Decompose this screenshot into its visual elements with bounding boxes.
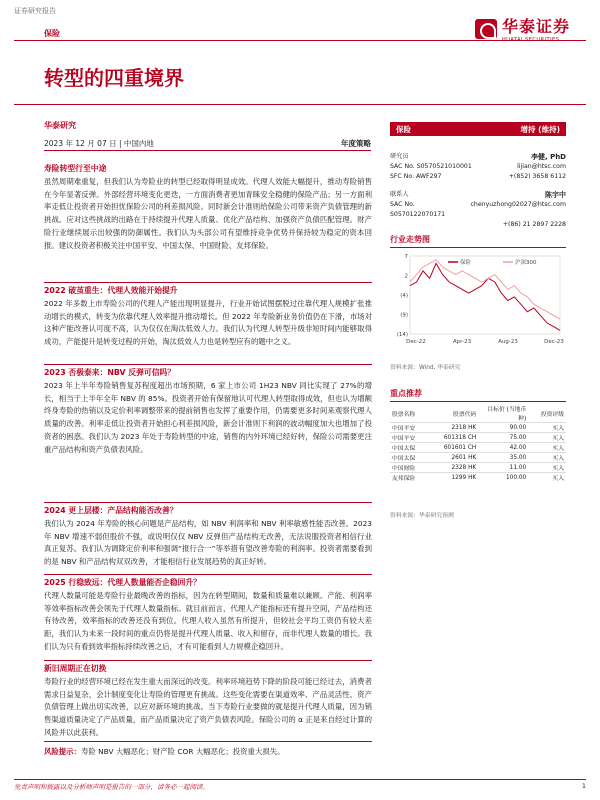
stock-row <box>390 433 566 443</box>
analyst-block-2 <box>390 190 566 230</box>
stock-rating: 买入 <box>552 466 564 472</box>
col-rating: 投资评级 <box>540 411 564 418</box>
section-heading: 2023 否极泰来：NBV 反弹可信吗？ <box>44 364 372 380</box>
legend-label: 沪深300 <box>515 260 537 266</box>
analyst-email: lijian@htsc.com <box>517 163 566 170</box>
rating-bar <box>390 122 566 136</box>
stock-target: 35.00 <box>509 454 527 461</box>
section-text: 2022 年多数上市寿险公司的代理人产能出现明显提升，行业开始试图摆脱过往靠代理人规模扩张推动增长的模式，转变为依靠代理人效率提升推动增长。但 2022 年寿险新业务价值仍在下滑，市场对这种产能改善认可度不高，认为仅仅在淘汰低效人力。我们认为代理人转型升级非短时间内能够取得成功，产能提升是转变过程的开始，淘汰低效人力也是转型应有的题中之义。 <box>44 298 372 347</box>
analyst-name: 陈宇中 <box>545 191 566 199</box>
research-label: 华泰研究 <box>44 121 76 130</box>
stocks-title: 重点推荐 <box>390 388 566 402</box>
section-heading: 2025 行稳致远：代理人数量能否企稳回升？ <box>44 574 372 590</box>
section-text: 代理人数量可能是寿险行业最晚改善的指标，因为在转型期间，数量和质量难以兼顾。产能、利润率等效率指标改善会领先于代理人数量指标。就目前而言，代理人产能指标还有提升空间，产品结构还有待改善，效率指标的改善还没有到位。代理人收入虽然有所提升，但较社会平均工资仍有较大差距，我们认为未来一段时间的重点仍将是提升代理人质量、收入和留存，而非代理人数量的增长。我们认为只有看到效率指标持续改善之后，才有可能看到人力规模企稳回升。 <box>44 590 372 651</box>
trend-chart-svg <box>390 250 566 350</box>
stock-target: 100.00 <box>505 474 527 481</box>
stock-name: 中国财险 <box>392 466 416 472</box>
y-tick-label: (9) <box>400 312 408 319</box>
stock-name: 中国平安 <box>392 426 416 432</box>
analyst-sfc: SFC No. AWF297 <box>390 173 442 180</box>
analyst-block-1 <box>390 152 566 182</box>
report-category: 保险 <box>44 29 60 38</box>
risk-text: 寿险 NBV 大幅恶化；财产险 COR 大幅恶化；投资重大损失。 <box>80 747 285 756</box>
report-title: 转型的四重境界 <box>44 66 184 90</box>
stock-code: 2318 HK <box>451 424 477 431</box>
section-text: 2023 年上半年寿险销售复苏程度超出市场预期，6 家上市公司 1H23 NBV 同比实现了 27%的增长，相当于上半年全年 NBV 的 85%。投资者开始有保留地认可代理人转型取得成效，但也认为增额终身寿险的热销以及定价利率调整带来的提前销售也发挥了重要作用，仍需要更多时间来观察代理人质量的改善。利率走低让投资者开始担心利差损风险，新会计准则下利润的波动幅度加大也增加了投资者的困惑。我们认为 2023 年处于寿险转型的中途，销售的内外环境已经好转，保险公司需要更注重产品结构和资产负债表风险。 <box>44 380 372 454</box>
stock-row <box>390 423 566 433</box>
x-tick-label: Aug-23 <box>498 339 518 345</box>
stock-code: 601601 CH <box>443 444 477 451</box>
trend-chart <box>390 250 566 350</box>
stock-rating: 买入 <box>552 426 564 432</box>
col-name: 股票名称 <box>392 411 416 418</box>
y-tick-label: (4) <box>400 293 408 299</box>
analyst-phone: +(86) 21 2897 2228 <box>502 221 566 228</box>
report-region: 中国内地 <box>123 139 154 148</box>
section-heading: 2024 更上层楼：产品结构能否改善？ <box>44 502 372 518</box>
brand-name-cn: 华泰证券 <box>501 17 570 36</box>
stocks-table-wrap <box>390 404 566 483</box>
section-6 <box>44 660 372 740</box>
page-number: 1 <box>581 782 586 790</box>
title-divider <box>14 104 586 105</box>
analyst-name: 李健, PhD <box>530 153 566 161</box>
report-kind: 年度策略 <box>341 139 371 148</box>
stock-rating: 买入 <box>552 476 564 483</box>
section-2 <box>44 282 372 349</box>
section-text: 寿险行业的经营环境已经在发生重大而深远的改变。利率环境趋势下降的阶段可能已经过去，消费者需求日益复杂，会计制度变化让寿险的管理更有挑战。这些变化需要在渠道效率、产品灵活性、资产负债管理上做出切实改善，以应对新环境的挑战。当下寿险行业要做的就是提升代理人质量，因为销售渠道质量决定了产品质量，而产品质量决定了资产负债表风险。保险公司的 α 正是来自经过计算的风险并以此获利。 <box>44 676 372 737</box>
x-tick-label: Dec-22 <box>406 339 426 345</box>
stocks-table <box>390 404 566 483</box>
stock-code: 601318 CH <box>443 434 477 441</box>
analyst-role: 研究员 <box>390 153 409 160</box>
stock-rating: 买入 <box>552 456 564 462</box>
stock-name: 中国太保 <box>392 456 416 462</box>
report-type-label: 证券研究报告 <box>14 7 56 15</box>
section-3 <box>44 364 372 457</box>
report-date: 2023 年 12 月 07 日 <box>44 139 117 148</box>
analyst-phone: +(852) 3658 6112 <box>508 173 566 180</box>
stock-name: 友邦保险 <box>392 476 416 483</box>
industry-name: 保险 <box>396 124 411 134</box>
stock-target: 42.00 <box>509 444 527 451</box>
stock-row <box>390 463 566 473</box>
footer <box>14 779 586 791</box>
stock-row <box>390 453 566 463</box>
stock-name: 中国太保 <box>392 446 416 452</box>
x-tick-label: Dec-23 <box>544 339 564 345</box>
stocks-source: 资料来源：华泰研究预测 <box>390 513 454 519</box>
legend-label: 保险 <box>460 260 472 266</box>
risk-label: 风险提示： <box>44 747 81 756</box>
analyst-email: chenyuzhong02027@htsc.com <box>470 201 566 208</box>
analyst-sac: SAC No. S0570122070171 <box>390 201 446 218</box>
section-heading: 2022 破茧重生：代理人效能开始提升 <box>44 282 372 298</box>
stock-name: 中国平安 <box>392 436 416 442</box>
x-tick-label: Apr-23 <box>452 339 472 345</box>
y-tick-label: (14) <box>396 332 408 338</box>
section-text: 虽然周期难重复，但我们认为寿险业的转型已经取得明显成效。代理人效能大幅提升，推动寿险销售在今年显著反弹。外部经营环境变化更迭，一方面消费者更加青睐安全稳健的保险产品；另一方面利率走低让投资者开始担忧保险公司的利差损风险。同时新会计准则给保险公司带来资产负债管理的新挑战。应对这些挑战的出路在于持续提升代理人质量、优化产品结构、加强资产负债匹配管理。财产险行业继续展示出较强的防御属性。我们认为头部公司有望维持竞争优势并保持较为稳定的资本回报。建议投资者积极关注中国平安、中国太保、中国财险、友邦保险。 <box>44 176 372 250</box>
plot-frame <box>410 256 560 334</box>
stock-code: 2601 HK <box>451 454 477 461</box>
huatai-logo-icon <box>475 19 497 39</box>
dateline-divider <box>44 150 371 151</box>
y-tick-label: 2 <box>404 273 408 280</box>
dateline: 2023 年 12 月 07 日 | 中国内地 年度策略 <box>44 139 371 148</box>
col-target: 目标价 (当地币种) <box>487 407 527 422</box>
investment-rating: 增持 (维持) <box>520 124 560 134</box>
brand-logo <box>475 14 570 43</box>
trend-source: 资料来源：Wind, 华泰研究 <box>390 365 461 371</box>
header-divider <box>14 40 586 41</box>
stock-code: 1299 HK <box>451 474 477 481</box>
disclaimer-note: 免责声明和披露以及分析师声明是报告的一部分，请务必一起阅读。 <box>14 783 209 791</box>
analyst-sac: SAC No. S0570521010001 <box>390 163 472 170</box>
series-line-0 <box>410 263 560 330</box>
stock-rating: 买入 <box>552 446 564 452</box>
stock-code: 2328 HK <box>451 464 477 471</box>
stock-row <box>390 473 566 483</box>
section-1 <box>44 163 372 253</box>
section-4 <box>44 502 372 569</box>
stock-row <box>390 443 566 453</box>
analyst-role: 联系人 <box>390 191 409 198</box>
section-heading: 新旧周期正在切换 <box>44 660 372 676</box>
trend-title: 行业走势图 <box>390 234 566 248</box>
section-heading: 寿险转型行至中途 <box>44 164 107 173</box>
section-5 <box>44 574 372 654</box>
section-text: 我们认为 2024 年寿险的核心问题是产品结构，如 NBV 利润率和 NBV 利率敏感性能否改善。2023 年 NBV 增速不弱但股价不强，或说明仅仅 NBV 反弹但产品结构无改善，无法说服投资者相信行业真正复苏。我们认为调降定价利率和强调“报行合一”等举措有望改善寿险的利润率。投资者需要看到的是 NBV 和产品结构双双改善，才能相信行业发展趋势的真正好转。 <box>44 518 372 567</box>
stock-target: 11.00 <box>509 464 527 471</box>
stock-target: 90.00 <box>509 424 527 431</box>
y-tick-label: 7 <box>404 254 408 260</box>
col-code: 股票代码 <box>453 411 477 418</box>
series-line-1 <box>410 260 560 319</box>
stock-rating: 买入 <box>552 436 564 442</box>
risk-warning <box>44 741 372 757</box>
stock-target: 75.00 <box>509 434 527 441</box>
